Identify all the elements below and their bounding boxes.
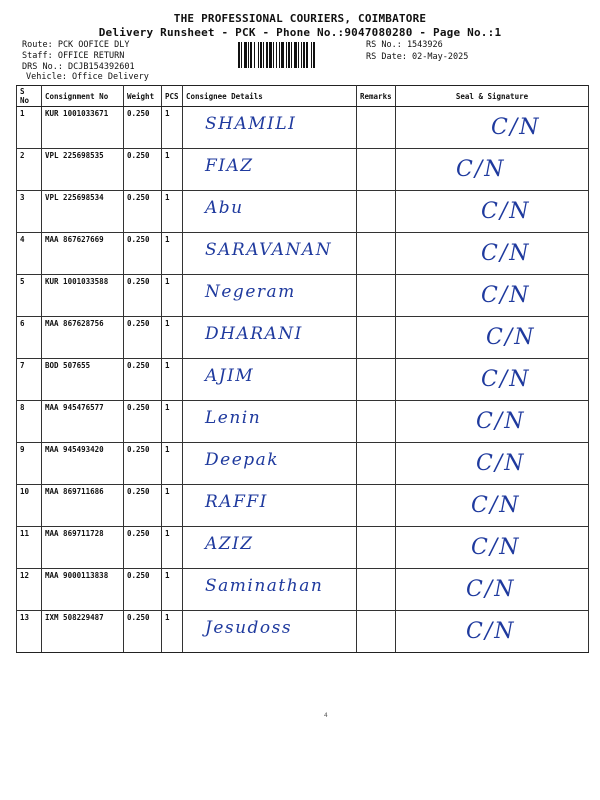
signature-cell: [396, 611, 589, 653]
signature-cell: [396, 149, 589, 191]
sno-cell: 3: [17, 191, 42, 233]
remarks-cell: [357, 569, 396, 611]
sno-cell: 2: [17, 149, 42, 191]
remarks-cell: [357, 443, 396, 485]
pcs-cell: 1: [162, 107, 183, 149]
weight-cell: 0.250: [124, 569, 162, 611]
consignment-cell: IXM 508229487: [42, 611, 124, 653]
remarks-cell: [357, 401, 396, 443]
weight-cell: 0.250: [124, 233, 162, 275]
consignee-handwriting: Abu: [205, 198, 244, 218]
consignee-cell: [183, 527, 357, 569]
consignment-cell: BOD 507655: [42, 359, 124, 401]
remarks-cell: [357, 275, 396, 317]
sno-cell: 12: [17, 569, 42, 611]
vehicle-label: Vehicle: Office Delivery: [26, 72, 149, 82]
consignment-cell: VPL 225698534: [42, 191, 124, 233]
pcs-cell: 1: [162, 317, 183, 359]
signature-handwriting: C/N: [466, 619, 516, 644]
consignment-cell: KUR 1001033671: [42, 107, 124, 149]
consignment-cell: MAA 869711728: [42, 527, 124, 569]
consignee-handwriting: RAFFI: [205, 492, 268, 512]
consignment-cell: MAA 869711686: [42, 485, 124, 527]
column-header-sno: S No: [17, 86, 42, 107]
weight-cell: 0.250: [124, 107, 162, 149]
consignment-cell: MAA 867627669: [42, 233, 124, 275]
weight-cell: 0.250: [124, 443, 162, 485]
pcs-cell: 1: [162, 485, 183, 527]
weight-cell: 0.250: [124, 611, 162, 653]
company-title: THE PROFESSIONAL COURIERS, COIMBATORE: [173, 12, 427, 25]
consignee-handwriting: Saminathan: [205, 576, 324, 596]
column-header-consignee: Consignee Details: [183, 86, 357, 107]
signature-handwriting: C/N: [481, 199, 531, 224]
consignee-handwriting: AZIZ: [205, 534, 254, 554]
signature-handwriting: C/N: [486, 325, 536, 350]
signature-handwriting: C/N: [481, 283, 531, 308]
remarks-cell: [357, 107, 396, 149]
consignment-cell: MAA 9000113838: [42, 569, 124, 611]
consignee-cell: [183, 107, 357, 149]
signature-handwriting: C/N: [456, 157, 506, 182]
sno-cell: 10: [17, 485, 42, 527]
pcs-cell: 1: [162, 359, 183, 401]
weight-cell: 0.250: [124, 191, 162, 233]
signature-cell: [396, 443, 589, 485]
consignment-cell: MAA 945476577: [42, 401, 124, 443]
remarks-cell: [357, 611, 396, 653]
column-header-signature: Seal & Signature: [396, 86, 589, 107]
consignment-cell: VPL 225698535: [42, 149, 124, 191]
remarks-cell: [357, 317, 396, 359]
signature-handwriting: C/N: [481, 241, 531, 266]
sno-cell: 5: [17, 275, 42, 317]
drs-label: DRS No.: DCJB154392601: [22, 62, 135, 72]
rs-date-label: RS Date: 02-May-2025: [366, 52, 469, 62]
weight-cell: 0.250: [124, 275, 162, 317]
signature-cell: [396, 401, 589, 443]
table-row: [17, 317, 589, 359]
weight-cell: 0.250: [124, 485, 162, 527]
signature-cell: [396, 485, 589, 527]
consignee-cell: [183, 443, 357, 485]
table-row: [17, 191, 589, 233]
pcs-cell: 1: [162, 569, 183, 611]
consignment-cell: MAA 867628756: [42, 317, 124, 359]
column-header-pcs: PCS: [162, 86, 183, 107]
route-label: Route: PCK OOFICE DLY: [22, 40, 130, 50]
remarks-cell: [357, 191, 396, 233]
consignee-cell: [183, 485, 357, 527]
weight-cell: 0.250: [124, 149, 162, 191]
signature-cell: [396, 527, 589, 569]
weight-cell: 0.250: [124, 527, 162, 569]
weight-cell: 0.250: [124, 359, 162, 401]
consignee-cell: [183, 233, 357, 275]
table-row: [17, 275, 589, 317]
table-row: [17, 401, 589, 443]
consignee-cell: [183, 401, 357, 443]
signature-handwriting: C/N: [471, 535, 521, 560]
consignee-handwriting: Negeram: [205, 282, 296, 302]
sno-cell: 6: [17, 317, 42, 359]
consignee-handwriting: Jesudoss: [205, 618, 293, 638]
column-header-remarks: Remarks: [357, 86, 396, 107]
remarks-cell: [357, 527, 396, 569]
signature-cell: [396, 233, 589, 275]
signature-cell: [396, 359, 589, 401]
remarks-cell: [357, 359, 396, 401]
consignee-cell: [183, 359, 357, 401]
column-header-weight: Weight: [124, 86, 162, 107]
signature-handwriting: C/N: [471, 493, 521, 518]
sno-cell: 11: [17, 527, 42, 569]
table-row: [17, 359, 589, 401]
table-row: [17, 527, 589, 569]
table-row: [17, 233, 589, 275]
sno-cell: 9: [17, 443, 42, 485]
consignee-handwriting: AJIM: [205, 366, 255, 386]
column-header-consignment: Consignment No: [42, 86, 124, 107]
staff-label: Staff: OFFICE RETURN: [22, 51, 125, 61]
table-row: [17, 485, 589, 527]
consignee-handwriting: FIAZ: [205, 156, 254, 176]
consignee-cell: [183, 569, 357, 611]
signature-cell: [396, 569, 589, 611]
consignee-cell: [183, 149, 357, 191]
consignee-cell: [183, 317, 357, 359]
sno-cell: 13: [17, 611, 42, 653]
remarks-cell: [357, 233, 396, 275]
pcs-cell: 1: [162, 233, 183, 275]
signature-handwriting: C/N: [481, 367, 531, 392]
consignee-cell: [183, 275, 357, 317]
consignee-handwriting: Lenin: [205, 408, 262, 428]
table-row: [17, 107, 589, 149]
table-row: [17, 443, 589, 485]
consignee-handwriting: SARAVANAN: [205, 240, 333, 260]
consignment-cell: MAA 945493420: [42, 443, 124, 485]
sno-cell: 7: [17, 359, 42, 401]
sno-cell: 8: [17, 401, 42, 443]
consignee-handwriting: SHAMILI: [205, 114, 297, 134]
pcs-cell: 1: [162, 149, 183, 191]
consignee-handwriting: Deepak: [205, 450, 280, 470]
table-row: [17, 611, 589, 653]
pcs-cell: 1: [162, 401, 183, 443]
weight-cell: 0.250: [124, 317, 162, 359]
barcode-image: [238, 42, 356, 68]
signature-handwriting: C/N: [466, 577, 516, 602]
sno-cell: 1: [17, 107, 42, 149]
pcs-cell: 1: [162, 527, 183, 569]
runsheet-table: [16, 85, 589, 653]
runsheet-subtitle: Delivery Runsheet - PCK - Phone No.:9047080280 - Page No.:1: [98, 26, 502, 39]
consignee-cell: [183, 611, 357, 653]
table-row: [17, 569, 589, 611]
pcs-cell: 1: [162, 611, 183, 653]
remarks-cell: [357, 149, 396, 191]
consignment-cell: KUR 1001033588: [42, 275, 124, 317]
remarks-cell: [357, 485, 396, 527]
rs-number-label: RS No.: 1543926: [366, 40, 443, 50]
page-mark: 4: [324, 712, 328, 719]
signature-cell: [396, 275, 589, 317]
table-header-row: [17, 86, 589, 107]
signature-cell: [396, 191, 589, 233]
weight-cell: 0.250: [124, 401, 162, 443]
signature-handwriting: C/N: [476, 409, 526, 434]
pcs-cell: 1: [162, 443, 183, 485]
pcs-cell: 1: [162, 191, 183, 233]
signature-handwriting: C/N: [476, 451, 526, 476]
signature-cell: [396, 317, 589, 359]
pcs-cell: 1: [162, 275, 183, 317]
signature-cell: [396, 107, 589, 149]
consignee-cell: [183, 191, 357, 233]
table-row: [17, 149, 589, 191]
signature-handwriting: C/N: [491, 115, 541, 140]
sno-cell: 4: [17, 233, 42, 275]
consignee-handwriting: DHARANI: [205, 324, 303, 344]
